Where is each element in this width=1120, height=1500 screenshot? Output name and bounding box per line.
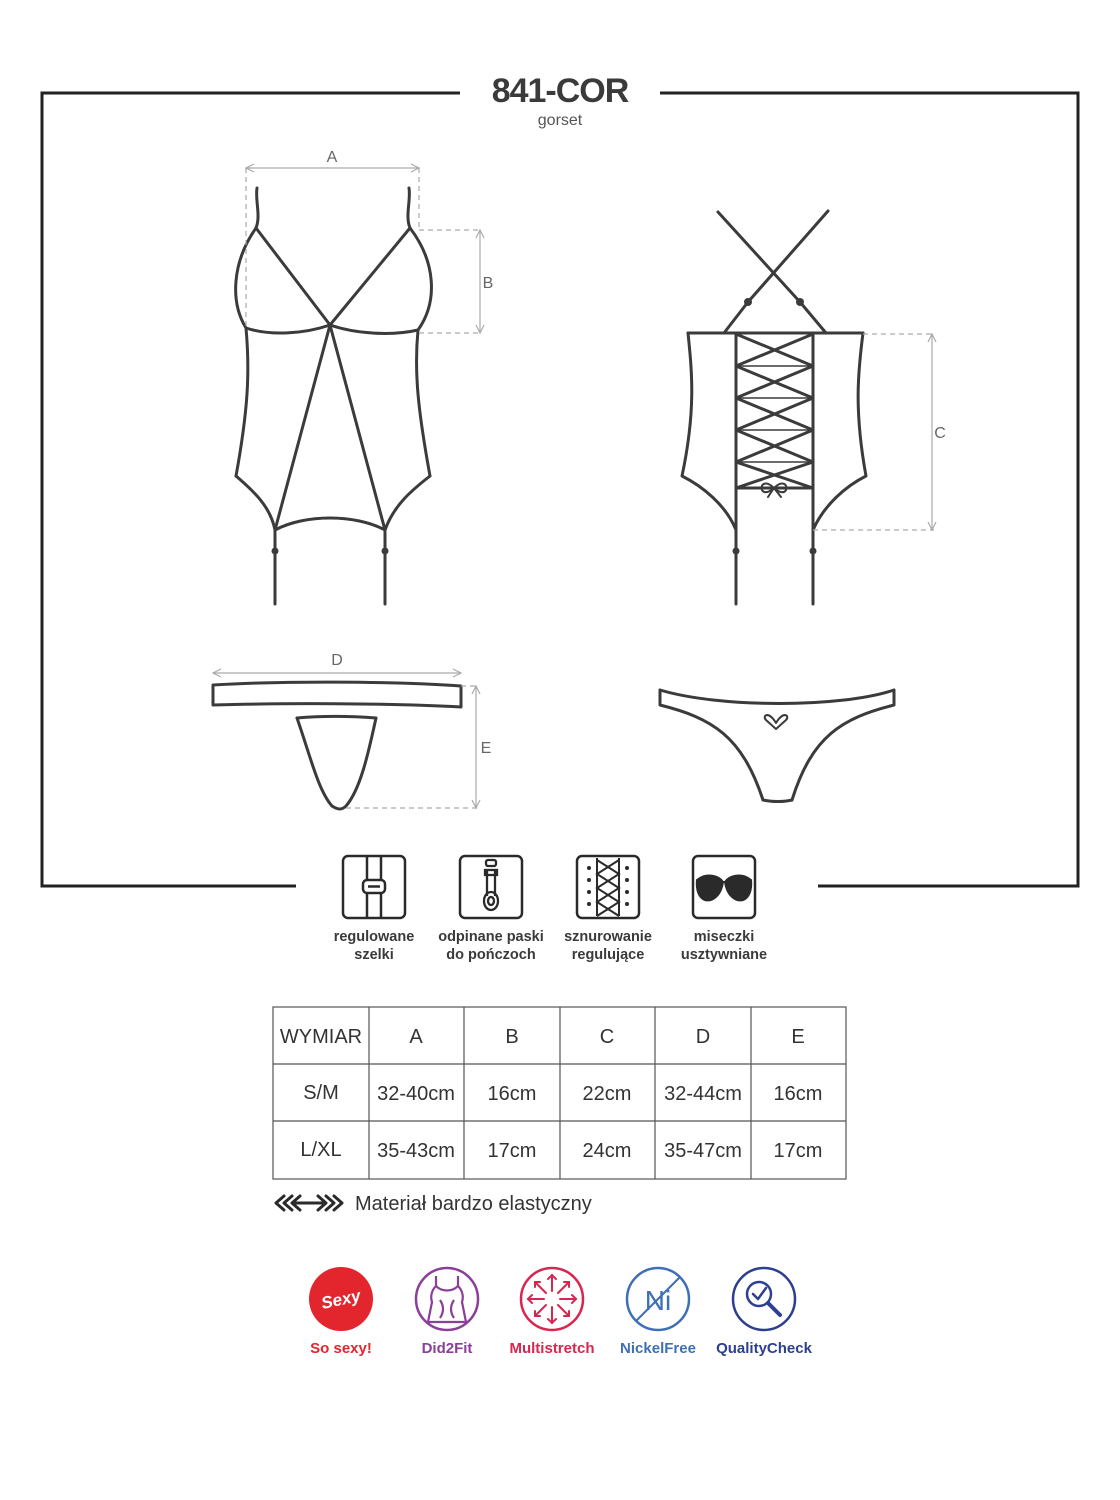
size-table	[273, 1007, 846, 1179]
badge-label: QualityCheck	[716, 1340, 812, 1357]
table-cell: 32-44cm	[664, 1083, 742, 1105]
feature-label-line2: regulujące	[571, 947, 645, 963]
table-cell: 22cm	[582, 1083, 632, 1105]
feature-label-line1: regulowane	[333, 929, 415, 945]
table-cell: 17cm	[487, 1140, 537, 1162]
table-cell: 17cm	[773, 1140, 823, 1162]
feature-detachable-garters	[438, 856, 544, 963]
table-cell: 24cm	[582, 1140, 632, 1162]
dimension-b	[419, 230, 484, 333]
header-cell: C	[599, 1026, 615, 1048]
thong-front-drawing	[213, 682, 461, 809]
dimension-d-label: D	[331, 652, 343, 669]
table-cell: 16cm	[773, 1083, 823, 1105]
dimension-b-label: B	[482, 275, 494, 292]
table-cell: 35-47cm	[664, 1140, 742, 1162]
feature-label-line1: sznurowanie	[564, 929, 652, 945]
size-table-header-row	[280, 1026, 805, 1048]
header-cell: E	[791, 1026, 805, 1048]
feature-label-line1: odpinane paski	[438, 929, 544, 945]
dimension-c-label: C	[934, 425, 946, 442]
nickel-icon: Ni	[644, 1285, 672, 1316]
elastic-arrows-icon	[276, 1196, 342, 1210]
header-cell: D	[695, 1026, 711, 1048]
header-cell: A	[409, 1026, 423, 1048]
product-code: 841-COR	[491, 72, 629, 110]
feature-label-line2: szelki	[354, 947, 394, 963]
sexy-logo-icon: Sexy	[319, 1286, 363, 1313]
badge-label: Did2Fit	[421, 1340, 473, 1357]
table-cell: 32-40cm	[377, 1083, 455, 1105]
feature-label-line2: do pończoch	[446, 947, 536, 963]
product-type: gorset	[537, 112, 583, 129]
thong-back-drawing	[660, 690, 894, 802]
badge-nickelfree	[620, 1268, 696, 1357]
badge-qualitycheck	[716, 1268, 813, 1357]
header-cell: B	[505, 1026, 519, 1048]
badge-so-sexy	[309, 1267, 373, 1357]
material-note	[276, 1193, 592, 1215]
table-cell: 16cm	[487, 1083, 537, 1105]
feature-adjustable-straps	[334, 856, 415, 963]
dimension-e-label: E	[480, 740, 492, 757]
badge-multistretch	[509, 1268, 594, 1357]
badge-label: Multistretch	[509, 1340, 595, 1357]
feature-lacing	[564, 856, 652, 963]
feature-padded-cups	[681, 856, 767, 963]
badge-label: So sexy!	[310, 1340, 372, 1357]
garter-clips-front	[272, 548, 389, 555]
badge-label: NickelFree	[620, 1340, 696, 1357]
corset-back-drawing	[682, 211, 866, 604]
table-row	[300, 1139, 822, 1162]
badge-did2fit	[416, 1268, 478, 1357]
corset-front-drawing	[236, 188, 432, 604]
frame	[42, 93, 1078, 886]
dimension-a-label: A	[326, 149, 338, 166]
feature-label-line2: usztywniane	[680, 947, 768, 963]
dimension-d	[213, 669, 461, 677]
material-note-text: Materiał bardzo elastyczny	[355, 1193, 592, 1215]
table-cell: L/XL	[300, 1139, 342, 1161]
feature-label-line1: miseczki	[693, 929, 755, 945]
header-cell: WYMIAR	[279, 1026, 363, 1048]
table-cell: 35-43cm	[377, 1140, 455, 1162]
table-row	[303, 1082, 822, 1105]
table-cell: S/M	[303, 1082, 339, 1104]
